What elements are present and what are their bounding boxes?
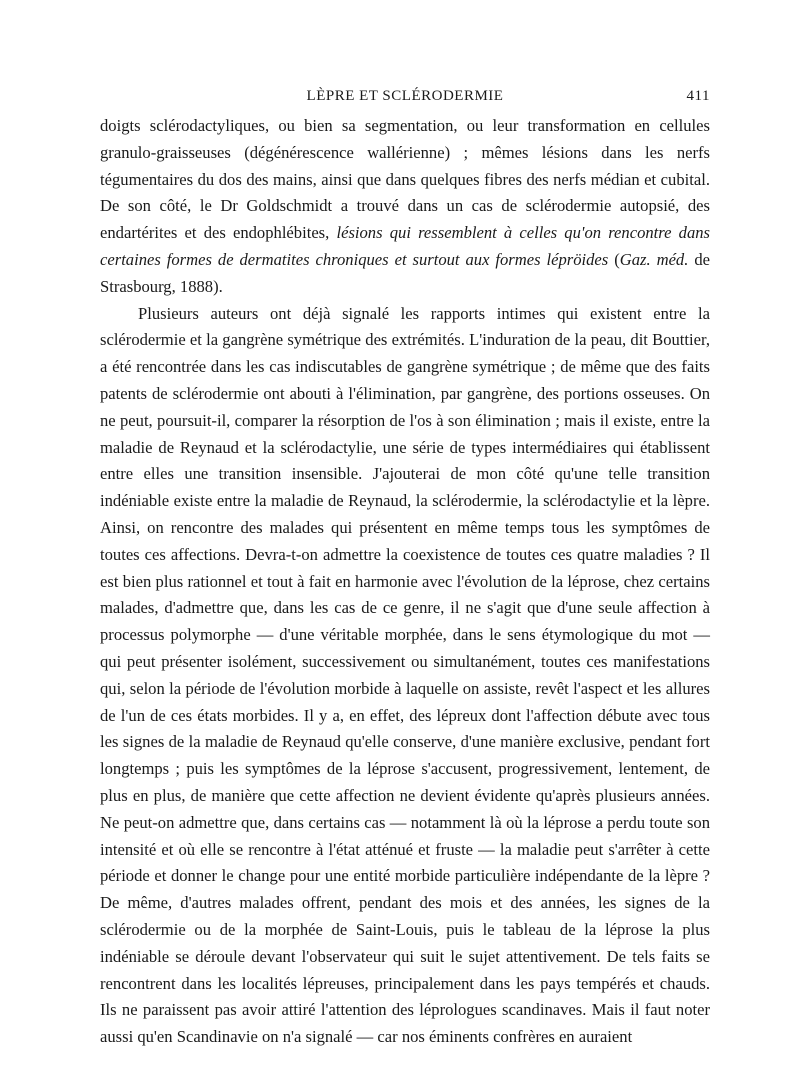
- page-number: 411: [686, 88, 710, 104]
- running-title: LÈPRE ET SCLÉRODERMIE: [306, 88, 504, 104]
- paragraph-1-citation-journal: Gaz. méd.: [619, 249, 689, 269]
- paragraph-1-text-e: de Strasbourg, 1888).: [100, 249, 711, 296]
- paragraph-1: [100, 113, 710, 301]
- paragraph-1-italic-quote: lésions qui ressemblent à celles qu'on rencontre dans certaines formes de dermatites chroniques et surtout aux formes lépröides: [100, 223, 710, 269]
- paragraph-1-text-a: doigts sclérodactyliques, ou bien sa segmentation, ou leur transformation en cellules granulo-graisseuses (dégénérescence wallérienne) ; mêmes lésions dans les nerfs tégumentaires du dos des mains, ainsi que dans quelques fibres des nerfs médian et cubital. De son côté, le Dr Goldschmidt a trouvé dans un cas de sclérodermie autopsié, des endartérites et des endophlébites,: [100, 116, 710, 243]
- body-text: [100, 113, 710, 1051]
- paragraph-1-text-c: (: [608, 249, 620, 269]
- running-head: [100, 88, 710, 110]
- paragraph-2: Plusieurs auteurs ont déjà signalé les rapports intimes qui existent entre la sclérodermie et la gangrène symétrique des extrémités. L'induration de la peau, dit Bouttier, a été rencontrée dans les cas indiscutables de gangrène symétrique ; de même que des faits patents de sclérodermie ont abouti à l'élimination, par gangrène, des portions osseuses. On ne peut, poursuit-il, comparer la résorption de l'os à son élimination ; mais il existe, entre la maladie de Reynaud et la sclérodactylie, une série de types intermédiaires qui établissent entre elles une transition insensible. J'ajouterai de mon côté qu'une telle transition indéniable existe entre la maladie de Reynaud, la sclérodermie, la sclérodactylie et la lèpre. Ainsi, on rencontre des malades qui présentent en même temps tous les symptômes de toutes ces affections. Devra-t-on admettre la coexistence de toutes ces quatre maladies ? Il est bien plus rationnel et tout à fait en harmonie avec l'évolution de la léprose, chez certains malades, d'admettre que, dans les cas de ce genre, il ne s'agit que d'une seule affection à processus polymorphe — d'une véritable morphée, dans le sens étymologique du mot — qui peut présenter isolément, successivement ou simultanément, toutes ces manifestations qui, selon la période de l'évolution morbide à laquelle on assiste, revêt l'aspect et les allures de l'un de ces états morbides. Il y a, en effet, des lépreux dont l'affection débute avec tous les signes de la maladie de Reynaud qu'elle conserve, d'une manière exclusive, pendant fort longtemps ; puis les symptômes de la léprose s'accusent, progressivement, lentement, de plus en plus, de manière que cette affection ne devient évidente qu'après plusieurs années. Ne peut-on admettre que, dans certains cas — notamment là où la léprose a perdu toute son intensité et où elle se rencontre à l'état atténué et fruste — la maladie peut s'arrêter à cette période et donner le change pour une entité morbide particulière indépendante de la lèpre ? De même, d'autres malades offrent, pendant des mois et des années, les signes de la sclérodermie ou de la morphée de Saint-Louis, puis le tableau de la léprose la plus indéniable se déroule devant l'observateur qui suit le sujet attentivement. De tels faits se rencontrent dans les localités lépreuses, principalement dans les pays tempérés et chauds. Ils ne paraissent pas avoir attiré l'attention des léprologues scandinaves. Mais il faut noter aussi qu'en Scandinavie on n'a signalé — car nos éminents confrères en auraient: [100, 303, 710, 1047]
